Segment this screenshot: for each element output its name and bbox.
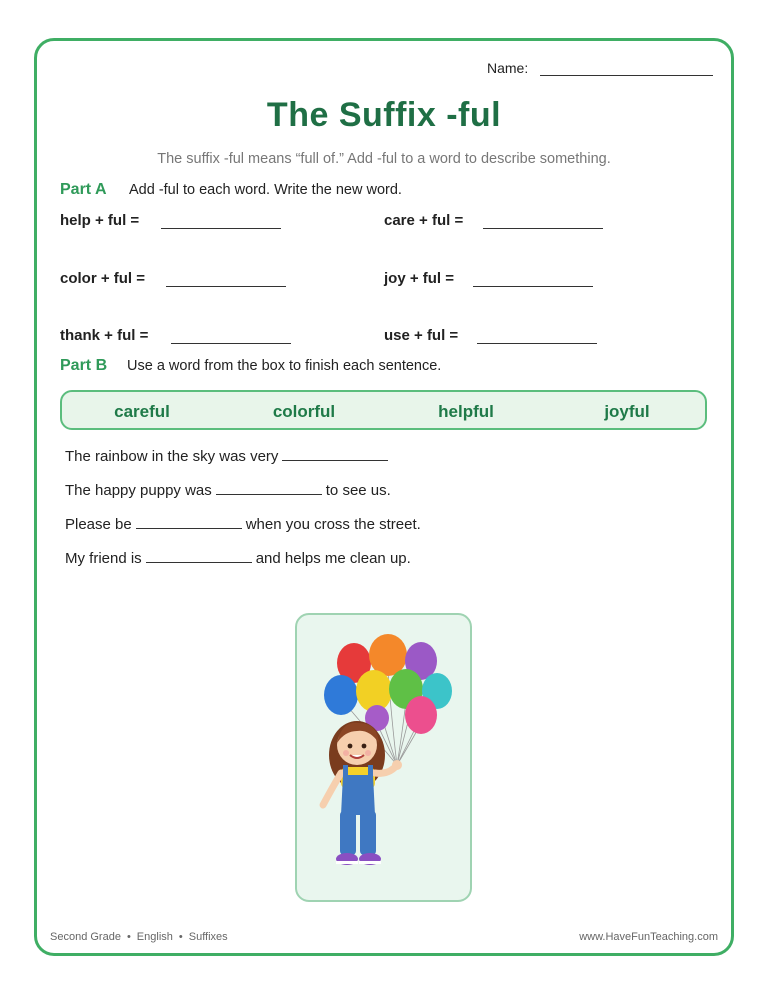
footer-tags [50, 931, 228, 943]
answer-blank-color[interactable] [166, 286, 286, 287]
sentence-2-after: to see us. [325, 482, 391, 499]
bullet-icon: • [126, 931, 131, 943]
footer-tag-grade: Second Grade [50, 931, 121, 943]
sentence-2-blank[interactable] [216, 493, 322, 495]
sentence-4 [65, 550, 411, 567]
footer-tag-topic: Suffixes [188, 931, 228, 943]
part-a-label: Part A [60, 181, 107, 198]
footer-tag-subject: English [136, 931, 173, 943]
answer-blank-help[interactable] [161, 228, 281, 229]
part-b-instruction: Use a word from the box to finish each sentence. [127, 358, 442, 374]
footer-website[interactable]: www.HaveFunTeaching.com [579, 931, 718, 943]
equation-help: help + ful = [60, 212, 140, 229]
sentence-1 [65, 448, 392, 465]
sentence-3 [65, 516, 421, 533]
equation-joy: joy + ful = [384, 270, 455, 287]
answer-blank-care[interactable] [483, 228, 603, 229]
part-a-instruction: Add -ful to each word. Write the new word. [129, 182, 402, 198]
sentence-1-blank[interactable] [282, 459, 388, 461]
word-joyful: joyful [604, 402, 650, 421]
word-careful: careful [114, 402, 170, 421]
answer-blank-joy[interactable] [473, 286, 593, 287]
sentence-3-blank[interactable] [136, 527, 242, 529]
sentence-2-before: The happy puppy was [65, 482, 212, 499]
word-helpful: helpful [438, 402, 494, 421]
sentence-4-after: and helps me clean up. [255, 550, 411, 567]
girl-with-balloons-illustration [297, 615, 470, 900]
answer-blank-thank[interactable] [171, 343, 291, 344]
page-title: The Suffix -ful [266, 96, 502, 134]
page-subtitle: The suffix -ful means “full of.” Add -ful to a word to describe something. [157, 151, 611, 167]
illustration-panel [295, 613, 472, 902]
sentence-1-before: The rainbow in the sky was very [65, 448, 279, 465]
equation-thank: thank + ful = [60, 327, 149, 344]
sentence-2 [65, 482, 391, 499]
sentence-3-before: Please be [65, 516, 132, 533]
equation-use: use + ful = [384, 327, 459, 344]
part-b-label: Part B [60, 357, 108, 374]
sentence-4-blank[interactable] [146, 561, 252, 563]
sentence-4-before: My friend is [65, 550, 142, 567]
word-box [60, 390, 707, 430]
bullet-icon: • [178, 931, 183, 943]
name-field[interactable] [540, 75, 713, 76]
word-colorful: colorful [272, 402, 336, 421]
name-label: Name: [487, 60, 529, 76]
answer-blank-use[interactable] [477, 343, 597, 344]
equation-care: care + ful = [384, 212, 464, 229]
equation-color: color + ful = [60, 270, 146, 287]
sentence-3-after: when you cross the street. [245, 516, 421, 533]
